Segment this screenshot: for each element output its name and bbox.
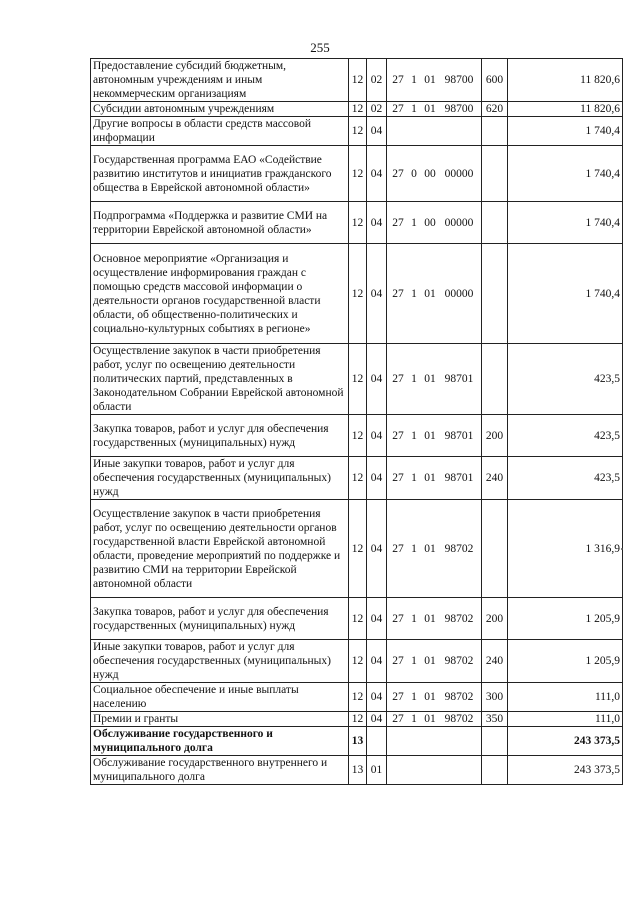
expense-type-cell: 350: [482, 712, 508, 727]
row-name-cell: Иные закупки товаров, работ и услуг для обеспечения государственных (муниципальных) нужд: [91, 457, 349, 500]
target-article-part: 98702: [444, 655, 474, 667]
table-row: [91, 598, 623, 640]
table-row: [91, 146, 623, 202]
table-row: [91, 202, 623, 244]
budget-table-body: [91, 59, 623, 785]
subsection-code-cell: [367, 727, 387, 756]
target-article-cell: [387, 712, 482, 727]
target-article-part: 1: [411, 472, 417, 484]
section-code-cell: 12: [349, 500, 367, 598]
amount-cell: 11 820,6: [508, 59, 623, 102]
section-code-cell: 12: [349, 146, 367, 202]
target-article-part: 01: [424, 542, 436, 555]
row-name-cell: Закупка товаров, работ и услуг для обеспечения государственных (муниципальных) нужд: [91, 415, 349, 457]
target-article-part: 1: [411, 103, 417, 115]
row-name-cell: Другие вопросы в области средств массовой информации: [91, 117, 349, 146]
target-article-part: 01: [424, 429, 436, 442]
expense-type-cell: [482, 500, 508, 598]
expense-type-cell: 240: [482, 640, 508, 683]
target-article-part: 27: [392, 74, 404, 86]
budget-table: [90, 58, 623, 785]
amount-cell: 111,0: [508, 683, 623, 712]
table-row: [91, 344, 623, 415]
target-article-part: 98701: [444, 429, 474, 442]
subsection-code-cell: 04: [367, 244, 387, 344]
expense-type-cell: [482, 146, 508, 202]
target-article-part: 1: [411, 713, 417, 725]
section-code-cell: 12: [349, 683, 367, 712]
section-code-cell: 12: [349, 59, 367, 102]
subsection-code-cell: 04: [367, 117, 387, 146]
target-article-part: 01: [424, 103, 436, 115]
target-article-cell: [387, 756, 482, 785]
table-row: [91, 244, 623, 344]
target-article-part: 1: [411, 74, 417, 86]
subsection-code-cell: 04: [367, 457, 387, 500]
target-article-part: 27: [392, 542, 404, 555]
row-name-cell: Предоставление субсидий бюджетным, автономным учреждениям и иным некоммерческим организациям: [91, 59, 349, 102]
expense-type-cell: 620: [482, 102, 508, 117]
amount-cell: 243 373,5: [508, 727, 623, 756]
target-article-part: 1: [411, 429, 417, 442]
expense-type-cell: [482, 756, 508, 785]
amount-cell: 243 373,5: [508, 756, 623, 785]
expense-type-cell: [482, 344, 508, 415]
amount-cell: 111,0: [508, 712, 623, 727]
table-row: [91, 102, 623, 117]
table-row: [91, 59, 623, 102]
amount-cell: 1 205,9: [508, 598, 623, 640]
target-article-cell: [387, 415, 482, 457]
table-row: [91, 457, 623, 500]
section-code-cell: 12: [349, 117, 367, 146]
section-code-cell: 12: [349, 415, 367, 457]
subsection-code-cell: 01: [367, 756, 387, 785]
target-article-part: 27: [392, 612, 404, 625]
expense-type-cell: [482, 202, 508, 244]
row-name-cell: Основное мероприятие «Организация и осуществление информирования граждан с помощью средств массовой информации о деятельности органов государственной власти области, об общественно-политических и социально-культурных событиях в регионе»: [91, 244, 349, 344]
expense-type-cell: 240: [482, 457, 508, 500]
page-number: 255: [310, 40, 330, 55]
table-row: [91, 415, 623, 457]
expense-type-cell: [482, 244, 508, 344]
section-code-cell: 12: [349, 202, 367, 244]
target-article-part: 01: [424, 287, 436, 300]
amount-cell: 423,5: [508, 415, 623, 457]
target-article-cell: [387, 59, 482, 102]
target-article-part: 00000: [444, 167, 474, 180]
subsection-code-cell: 04: [367, 202, 387, 244]
row-name-cell: Обслуживание государственного и муниципального долга: [91, 727, 349, 756]
target-article-part: 00000: [444, 287, 474, 300]
expense-type-cell: [482, 727, 508, 756]
subsection-code-cell: 04: [367, 500, 387, 598]
target-article-cell: [387, 117, 482, 146]
row-name-cell: Осуществление закупок в части приобретения работ, услуг по освещению деятельности политических партий, представленных в Законодательном Собрании Еврейской автономной области: [91, 344, 349, 415]
target-article-cell: [387, 344, 482, 415]
amount-cell: 423,5: [508, 457, 623, 500]
row-name-cell: Обслуживание государственного внутреннего и муниципального долга: [91, 756, 349, 785]
target-article-part: 27: [392, 373, 404, 385]
target-article-cell: [387, 102, 482, 117]
target-article-part: 98700: [444, 103, 474, 115]
target-article-part: 27: [392, 713, 404, 725]
target-article-part: 1: [411, 373, 417, 385]
subsection-code-cell: 02: [367, 59, 387, 102]
expense-type-cell: 200: [482, 598, 508, 640]
amount-cell: 1 740,4: [508, 146, 623, 202]
target-article-part: 27: [392, 287, 404, 300]
target-article-cell: [387, 146, 482, 202]
subsection-code-cell: 04: [367, 683, 387, 712]
target-article-part: 00: [424, 216, 436, 229]
row-name-cell: Премии и гранты: [91, 712, 349, 727]
scan-speck: [621, 548, 623, 550]
amount-cell: 1 205,9: [508, 640, 623, 683]
target-article-part: 98701: [444, 472, 474, 484]
subsection-code-cell: 04: [367, 146, 387, 202]
target-article-part: 27: [392, 103, 404, 115]
target-article-part: 1: [411, 691, 417, 703]
target-article-part: 98702: [444, 612, 474, 625]
row-name-cell: Иные закупки товаров, работ и услуг для обеспечения государственных (муниципальных) нужд: [91, 640, 349, 683]
target-article-cell: [387, 202, 482, 244]
subsection-code-cell: 02: [367, 102, 387, 117]
target-article-part: 1: [411, 612, 417, 625]
row-name-cell: Закупка товаров, работ и услуг для обеспечения государственных (муниципальных) нужд: [91, 598, 349, 640]
amount-cell: 1 316,9: [508, 500, 623, 598]
target-article-part: 98702: [444, 691, 474, 703]
subsection-code-cell: 04: [367, 712, 387, 727]
amount-cell: 423,5: [508, 344, 623, 415]
target-article-part: 1: [411, 287, 417, 300]
amount-cell: 11 820,6: [508, 102, 623, 117]
section-code-cell: 12: [349, 244, 367, 344]
target-article-part: 1: [411, 542, 417, 555]
target-article-part: 01: [424, 655, 436, 667]
section-code-cell: 12: [349, 712, 367, 727]
target-article-cell: [387, 598, 482, 640]
section-code-cell: 12: [349, 640, 367, 683]
target-article-part: 98701: [444, 373, 474, 385]
subsection-code-cell: 04: [367, 415, 387, 457]
target-article-part: 00: [424, 167, 436, 180]
target-article-cell: [387, 457, 482, 500]
target-article-part: 27: [392, 216, 404, 229]
expense-type-cell: 200: [482, 415, 508, 457]
target-article-part: 0: [411, 167, 417, 180]
target-article-part: 01: [424, 373, 436, 385]
expense-type-cell: 600: [482, 59, 508, 102]
section-code-cell: 12: [349, 598, 367, 640]
target-article-part: 1: [411, 216, 417, 229]
target-article-part: 00000: [444, 216, 474, 229]
target-article-cell: [387, 640, 482, 683]
target-article-part: 01: [424, 713, 436, 725]
table-row: [91, 640, 623, 683]
target-article-part: 01: [424, 612, 436, 625]
target-article-part: 27: [392, 472, 404, 484]
target-article-part: 01: [424, 74, 436, 86]
target-article-cell: [387, 500, 482, 598]
row-name-cell: Осуществление закупок в части приобретения работ, услуг по освещению деятельности органов государственной власти Еврейской автономной области, проведение мероприятий по поддержке и развитию СМИ на территории Еврейской автономной области: [91, 500, 349, 598]
row-name-cell: Социальное обеспечение и иные выплаты населению: [91, 683, 349, 712]
target-article-part: 1: [411, 655, 417, 667]
table-row: [91, 117, 623, 146]
target-article-part: 98702: [444, 542, 474, 555]
target-article-cell: [387, 683, 482, 712]
target-article-part: 98702: [444, 713, 474, 725]
expense-type-cell: 300: [482, 683, 508, 712]
target-article-part: 01: [424, 472, 436, 484]
section-code-cell: 12: [349, 102, 367, 117]
section-code-cell: 13: [349, 727, 367, 756]
target-article-cell: [387, 727, 482, 756]
amount-cell: 1 740,4: [508, 117, 623, 146]
table-row: [91, 727, 623, 756]
target-article-part: 01: [424, 691, 436, 703]
section-code-cell: 13: [349, 756, 367, 785]
amount-cell: 1 740,4: [508, 202, 623, 244]
target-article-cell: [387, 244, 482, 344]
table-row: [91, 500, 623, 598]
expense-type-cell: [482, 117, 508, 146]
row-name-cell: Субсидии автономным учреждениям: [91, 102, 349, 117]
target-article-part: 98700: [444, 74, 474, 86]
table-row: [91, 712, 623, 727]
subsection-code-cell: 04: [367, 640, 387, 683]
section-code-cell: 12: [349, 344, 367, 415]
section-code-cell: 12: [349, 457, 367, 500]
subsection-code-cell: 04: [367, 344, 387, 415]
subsection-code-cell: 04: [367, 598, 387, 640]
row-name-cell: Подпрограмма «Поддержка и развитие СМИ на территории Еврейской автономной области»: [91, 202, 349, 244]
amount-cell: 1 740,4: [508, 244, 623, 344]
target-article-part: 27: [392, 167, 404, 180]
table-row: [91, 756, 623, 785]
row-name-cell: Государственная программа ЕАО «Содействие развитию институтов и инициатив гражданского общества в Еврейской автономной области»: [91, 146, 349, 202]
target-article-part: 27: [392, 429, 404, 442]
table-row: [91, 683, 623, 712]
target-article-part: 27: [392, 691, 404, 703]
target-article-part: 27: [392, 655, 404, 667]
